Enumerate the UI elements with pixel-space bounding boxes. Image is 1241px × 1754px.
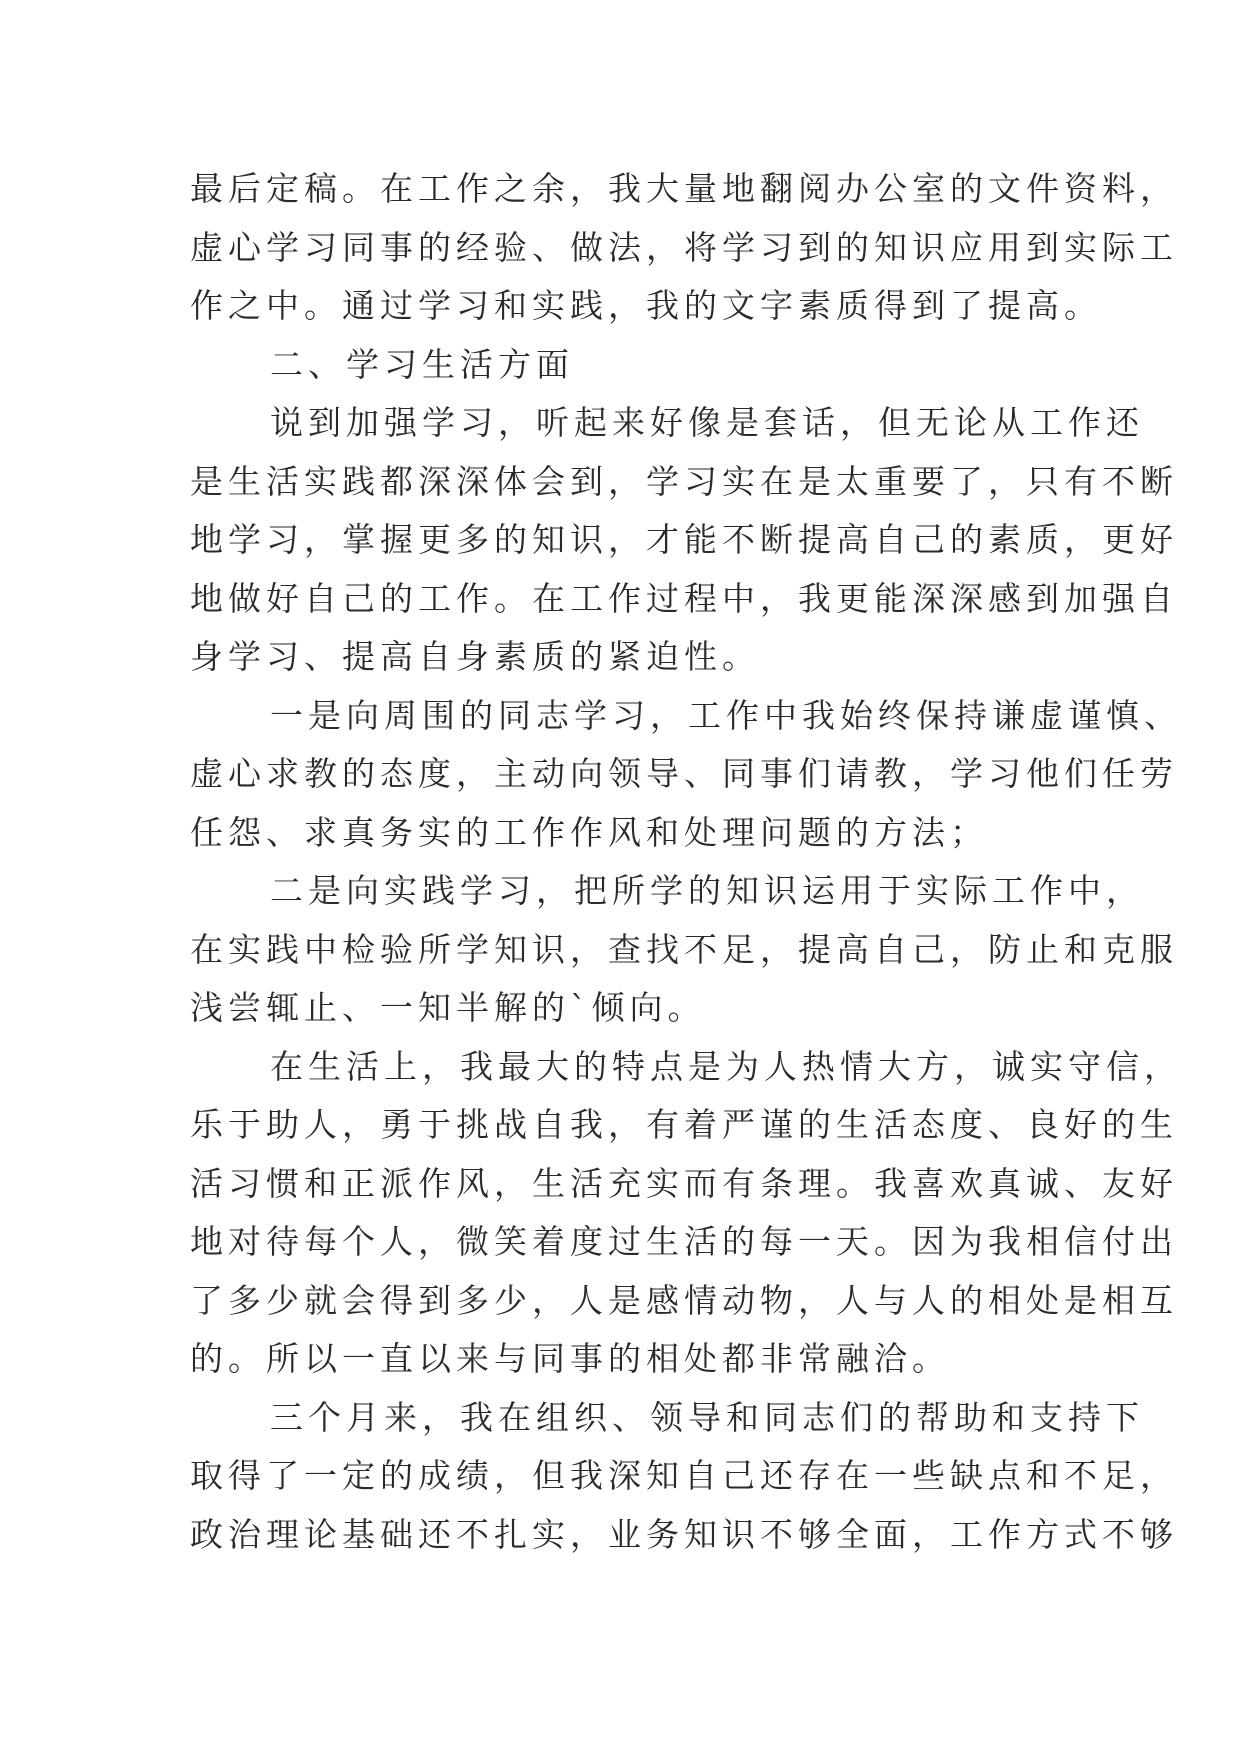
text-line: 二是向实践学习，把所学的知识运用于实际工作中， [270,871,1144,910]
text-line: 在实践中检验所学知识，查找不足，提高自己，防止和克服 [190,929,1178,969]
text-line: 作之中。通过学习和实践，我的文字素质得到了提高。 [190,286,1102,325]
text-line: 地做好自己的工作。在工作过程中，我更能深深感到加强自 [190,578,1178,618]
section-heading: 二、学习生活方面 [270,344,574,384]
text-line: 身学习、提高自身素质的紧迫性。 [190,637,760,676]
text-line: 虚心学习同事的经验、做法，将学习到的知识应用到实际工 [190,227,1178,267]
text-line: 三个月来，我在组织、领导和同志们的帮助和支持下 [270,1397,1144,1437]
text-line: 乐于助人，勇于挑战自我，有着严谨的生活态度、良好的生 [190,1105,1178,1144]
text-line: 地对待每个人，微笑着度过生活的每一天。因为我相信付出 [190,1222,1178,1261]
text-line: 活习惯和正派作风，生活充实而有条理。我喜欢真诚、友好 [190,1163,1178,1203]
text-line: 最后定稿。在工作之余，我大量地翻阅办公室的文件资料， [190,169,1178,208]
text-line: 政治理论基础还不扎实，业务知识不够全面，工作方式不够 [190,1514,1178,1554]
text-line: 了多少就会得到多少，人是感情动物，人与人的相处是相互 [190,1280,1178,1320]
text-line: 的。所以一直以来与同事的相处都非常融洽。 [190,1339,950,1378]
text-line: 浅尝辄止、一知半解的`倾向。 [190,988,706,1027]
text-line: 一是向周围的同志学习，工作中我始终保持谦虚谨慎、 [270,695,1182,735]
text-line: 说到加强学习，听起来好像是套话，但无论从工作还 [270,403,1144,442]
body-text [190,160,1182,1564]
text-line: 任怨、求真务实的工作作风和处理问题的方法； [190,812,988,852]
text-line: 在生活上，我最大的特点是为人热情大方，诚实守信， [270,1046,1182,1086]
text-line: 虚心求教的态度，主动向领导、同事们请教，学习他们任劳 [190,754,1178,793]
text-line: 地学习，掌握更多的知识，才能不断提高自己的素质，更好 [190,520,1178,559]
text-line: 取得了一定的成绩，但我深知自己还存在一些缺点和不足， [190,1456,1178,1495]
text-line: 是生活实践都深深体会到，学习实在是太重要了，只有不断 [190,461,1178,501]
